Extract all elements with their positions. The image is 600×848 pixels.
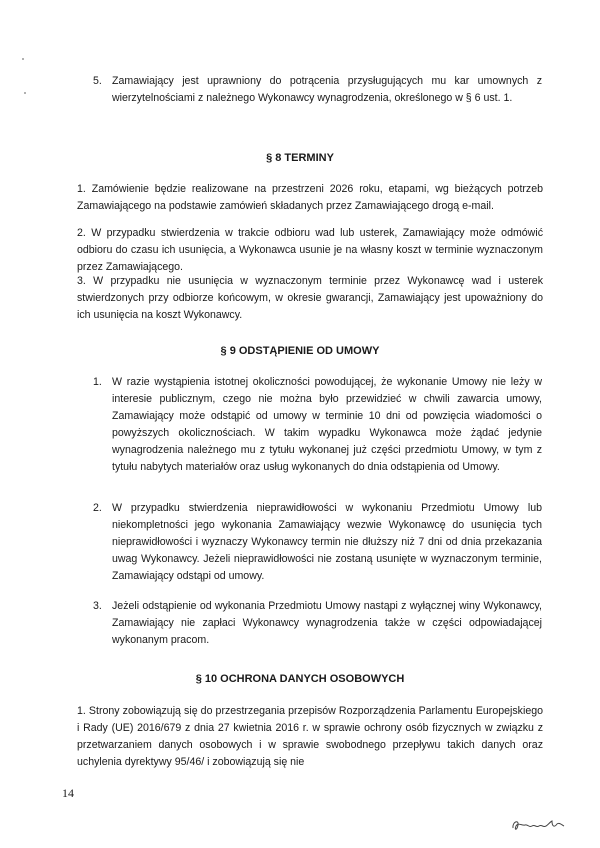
signature-mark (510, 813, 566, 835)
section8-paragraph-3: 3. W przypadku nie usunięcia w wyznaczonym terminie przez Wykonawcę wad i usterek stwierdzonych przy odbiorze końcowym, w okresie gwarancji, Zamawiający jest upoważniony do ich usunięcia na koszt Wykonawcy. (77, 275, 543, 321)
section8-paragraph-2: 2. W przypadku stwierdzenia w trakcie odbioru wad lub usterek, Zamawiający może odmówić odbioru do czasu ich usunięcia, a Wykonawca usunie je na własny koszt w terminie wyznaczonym przez Zamawiającego. (77, 227, 543, 273)
list-item-number: 5. (93, 75, 102, 87)
page-number: 14 (62, 786, 74, 800)
list-item-number: 3. (93, 600, 102, 612)
section10-heading: § 10 OCHRONA DANYCH OSOBOWYCH (195, 673, 405, 685)
section8-paragraph-1: 1. Zamówienie będzie realizowane na przestrzeni 2026 roku, etapami, wg bieżących potrzeb Zamawiającego na podstawie zamówień składanych przez Zamawiającego drogą e-mail. (77, 183, 543, 212)
scan-speck (22, 58, 24, 60)
section10-paragraph-1: 1. Strony zobowiązują się do przestrzegania przepisów Rozporządzenia Parlamentu Europejskiego i Rady (UE) 2016/679 z dnia 27 kwietnia 2016 r. w sprawie ochrony osób fizycznych w związku z przetwarzaniem danych osobowych i w sprawie swobodnego przepływu takich danych oraz uchylenia dyrektywy 95/46/ i zobowiązują się nie (77, 705, 543, 768)
list-item-number: 1. (93, 376, 102, 388)
section9-heading: § 9 ODSTĄPIENIE OD UMOWY (220, 345, 380, 357)
list-item-number: 2. (93, 502, 102, 514)
section9-item-2: W przypadku stwierdzenia nieprawidłowości w wykonaniu Przedmiotu Umowy lub niekompletności jego wykonania Zamawiający wezwie Wykonawcę do usunięcia tych nieprawidłowości i wyznaczy Wykonawcy termin nie dłuższy niż 7 dni od dnia przekazania uwag Wykonawcy. Jeżeli nieprawidłowości nie zostaną usunięte w wyznaczonym terminie, Zamawiający odstąpi od umowy. (112, 502, 542, 582)
section7-item-5: Zamawiający jest uprawniony do potrącenia przysługujących mu kar umownych z wierzytelnościami z należnego Wykonawcy wynagrodzenia, określonego w § 6 ust. 1. (112, 75, 542, 104)
scan-speck (24, 92, 26, 94)
section9-item-1: W razie wystąpienia istotnej okoliczności powodującej, że wykonanie Umowy nie leży w interesie publicznym, czego nie można było przewidzieć w chwili zawarcia umowy, Zamawiający może odstąpić od umowy w terminie 10 dni od powzięcia wiadomości o powyższych okolicznościach. W takim wypadku Wykonawca może żądać jedynie wynagrodzenia należnego mu z tytułu wykonanej już części przedmiotu Umowy, w tym z tytułu nabytych materiałów oraz usług wykonanych do dnia odstąpienia od Umowy. (112, 376, 542, 473)
section9-item-3: Jeżeli odstąpienie od wykonania Przedmiotu Umowy nastąpi z wyłącznej winy Wykonawcy, Zamawiający nie zapłaci Wykonawcy wynagrodzenia także w części odpowiadającej wykonanym pracom. (112, 600, 542, 646)
section8-heading: § 8 TERMINY (266, 152, 334, 164)
